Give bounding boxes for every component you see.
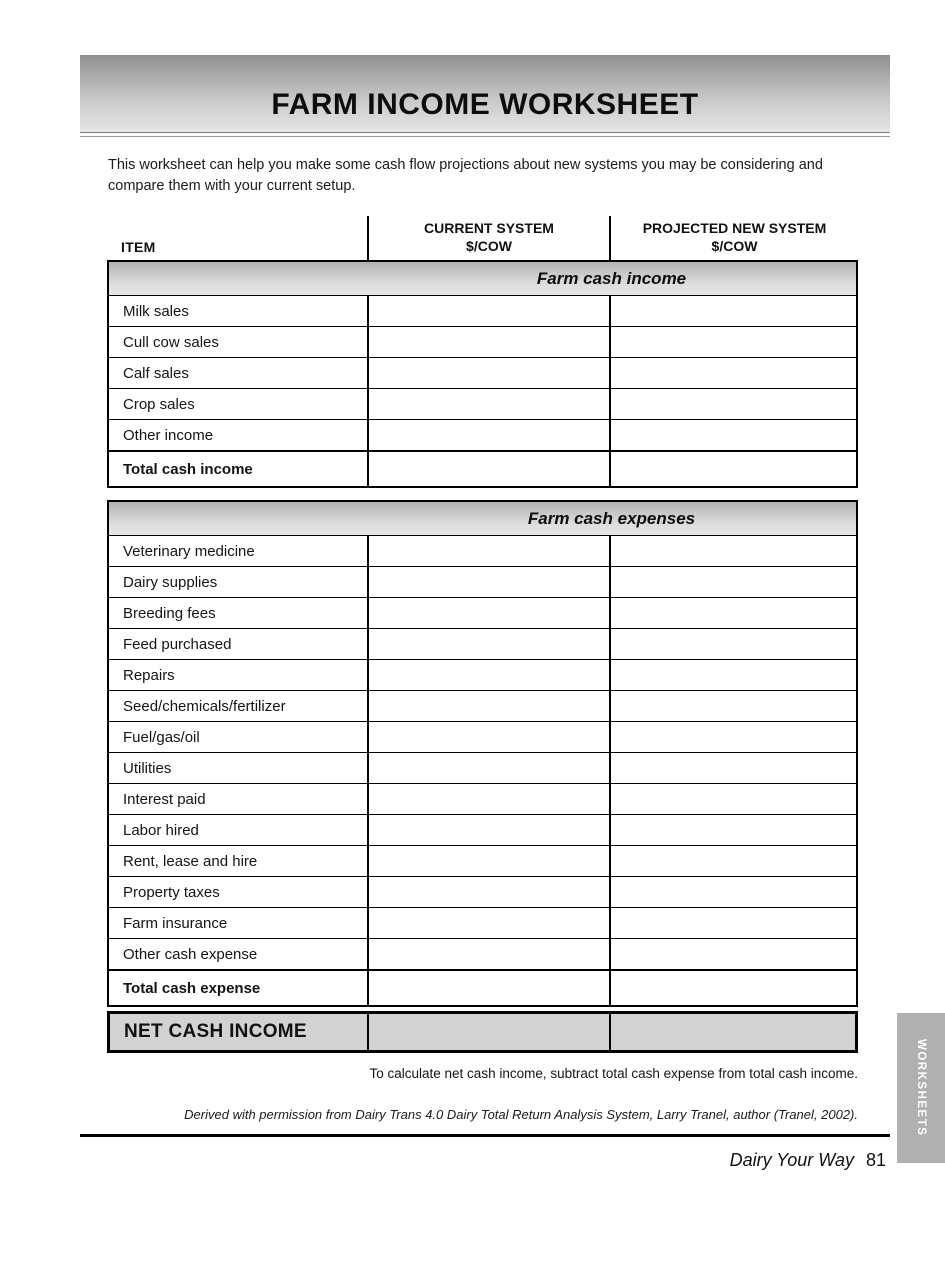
table-row xyxy=(109,722,856,753)
current-value-cell xyxy=(367,327,609,357)
column-header-line: PROJECTED NEW SYSTEM xyxy=(642,219,827,236)
current-value-cell xyxy=(367,784,609,814)
projected-value-cell xyxy=(609,1014,855,1050)
projected-value-cell xyxy=(609,784,856,814)
projected-value-cell xyxy=(609,722,856,752)
projected-value-cell xyxy=(609,327,856,357)
projected-value-cell xyxy=(609,420,856,450)
projected-value-cell xyxy=(609,971,856,1005)
projected-value-cell xyxy=(609,753,856,783)
item-label: Farm insurance xyxy=(123,914,228,932)
projected-value-cell xyxy=(609,939,856,969)
table-row xyxy=(109,536,856,567)
income-table xyxy=(107,260,858,488)
table-row xyxy=(109,567,856,598)
table-row xyxy=(109,629,856,660)
attribution-text: Derived with permission from Dairy Trans 4.0 Dairy Total Return Analysis System, Larry Tranel, author (Tranel, 2002). xyxy=(184,1107,858,1123)
item-label: Repairs xyxy=(123,666,175,684)
current-value-cell xyxy=(367,389,609,419)
current-value-cell xyxy=(367,939,609,969)
total-cash-income-row xyxy=(109,451,856,486)
current-value-cell xyxy=(367,660,609,690)
item-label: Calf sales xyxy=(123,364,189,382)
projected-value-cell xyxy=(609,846,856,876)
projected-value-cell xyxy=(609,629,856,659)
projected-value-cell xyxy=(609,296,856,326)
footer-divider xyxy=(80,1134,890,1137)
item-label: Dairy supplies xyxy=(123,573,218,591)
expenses-section-header xyxy=(109,502,856,536)
projected-value-cell xyxy=(609,567,856,597)
current-value-cell xyxy=(367,908,609,938)
current-value-cell xyxy=(367,296,609,326)
footnote-text: To calculate net cash income, subtract total cash expense from total cash income. xyxy=(369,1066,858,1082)
column-header-projected-system xyxy=(609,216,858,260)
worksheet xyxy=(107,216,858,1122)
projected-value-cell xyxy=(609,598,856,628)
projected-value-cell xyxy=(609,908,856,938)
table-row xyxy=(109,908,856,939)
table-row xyxy=(109,598,856,629)
item-label: Cull cow sales xyxy=(123,333,219,351)
current-value-cell xyxy=(367,846,609,876)
income-section-header xyxy=(109,262,856,296)
book-title: Dairy Your Way xyxy=(729,1150,854,1171)
table-row xyxy=(109,846,856,877)
current-value-cell xyxy=(367,722,609,752)
current-value-cell xyxy=(367,567,609,597)
total-cash-expense-row xyxy=(109,970,856,1005)
current-value-cell xyxy=(367,420,609,450)
projected-value-cell xyxy=(609,389,856,419)
table-row xyxy=(109,784,856,815)
table-row xyxy=(109,389,856,420)
projected-value-cell xyxy=(609,660,856,690)
projected-value-cell xyxy=(609,536,856,566)
projected-value-cell xyxy=(609,877,856,907)
current-value-cell xyxy=(367,536,609,566)
table-row xyxy=(109,939,856,970)
banner-divider xyxy=(80,136,890,137)
table-row xyxy=(109,660,856,691)
intro-text: This worksheet can help you make some cash flow projections about new systems you may be considering and compare them with your current setup. xyxy=(108,157,823,194)
table-row xyxy=(109,420,856,451)
item-label: Veterinary medicine xyxy=(123,542,255,560)
projected-value-cell xyxy=(609,452,856,486)
column-header-line: $/COW xyxy=(466,237,512,254)
worksheets-side-tab xyxy=(897,1013,945,1163)
item-label: Fuel/gas/oil xyxy=(123,728,200,746)
table-header-row xyxy=(107,216,858,260)
item-label: Rent, lease and hire xyxy=(123,852,258,870)
item-label: Property taxes xyxy=(123,883,220,901)
projected-value-cell xyxy=(609,691,856,721)
item-label: Milk sales xyxy=(123,302,189,320)
current-value-cell xyxy=(367,629,609,659)
projected-value-cell xyxy=(609,358,856,388)
column-header-line: $/COW xyxy=(711,237,758,254)
section-title-expenses: Farm cash expenses xyxy=(527,508,696,528)
current-value-cell xyxy=(367,753,609,783)
item-label: Total cash expense xyxy=(123,979,261,997)
worksheet-page xyxy=(0,55,945,1171)
section-title-income: Farm cash income xyxy=(536,268,687,288)
current-value-cell xyxy=(367,815,609,845)
net-cash-income-label: NET CASH INCOME xyxy=(124,1021,307,1043)
page-title: FARM INCOME WORKSHEET xyxy=(271,88,699,121)
item-label: Labor hired xyxy=(123,821,199,839)
item-label: Interest paid xyxy=(123,790,206,808)
table-row xyxy=(109,296,856,327)
current-value-cell xyxy=(367,452,609,486)
current-value-cell xyxy=(367,598,609,628)
column-header-item: ITEM xyxy=(121,239,156,256)
current-value-cell xyxy=(367,971,609,1005)
item-label: Crop sales xyxy=(123,395,195,413)
item-label: Other cash expense xyxy=(123,945,258,963)
table-row xyxy=(109,358,856,389)
current-value-cell xyxy=(367,691,609,721)
table-row xyxy=(109,691,856,722)
item-label: Other income xyxy=(123,426,214,444)
table-row xyxy=(109,877,856,908)
page-number: 81 xyxy=(865,1150,886,1171)
column-header-current-system xyxy=(367,216,609,260)
item-label: Total cash income xyxy=(123,460,253,478)
item-label: Utilities xyxy=(123,759,172,777)
table-row xyxy=(109,327,856,358)
expenses-table xyxy=(107,500,858,1007)
page-footer xyxy=(80,1150,890,1171)
current-value-cell xyxy=(367,877,609,907)
item-label: Breeding fees xyxy=(123,604,216,622)
column-header-line: CURRENT SYSTEM xyxy=(424,219,554,236)
net-cash-income-row xyxy=(107,1011,858,1053)
current-value-cell xyxy=(367,1014,609,1050)
table-row xyxy=(109,815,856,846)
current-value-cell xyxy=(367,358,609,388)
page-banner xyxy=(80,55,890,133)
projected-value-cell xyxy=(609,815,856,845)
table-row xyxy=(109,753,856,784)
item-label: Seed/chemicals/fertilizer xyxy=(123,697,286,715)
item-label: Feed purchased xyxy=(123,635,232,653)
side-tab-label: WORKSHEETS xyxy=(915,1039,927,1137)
